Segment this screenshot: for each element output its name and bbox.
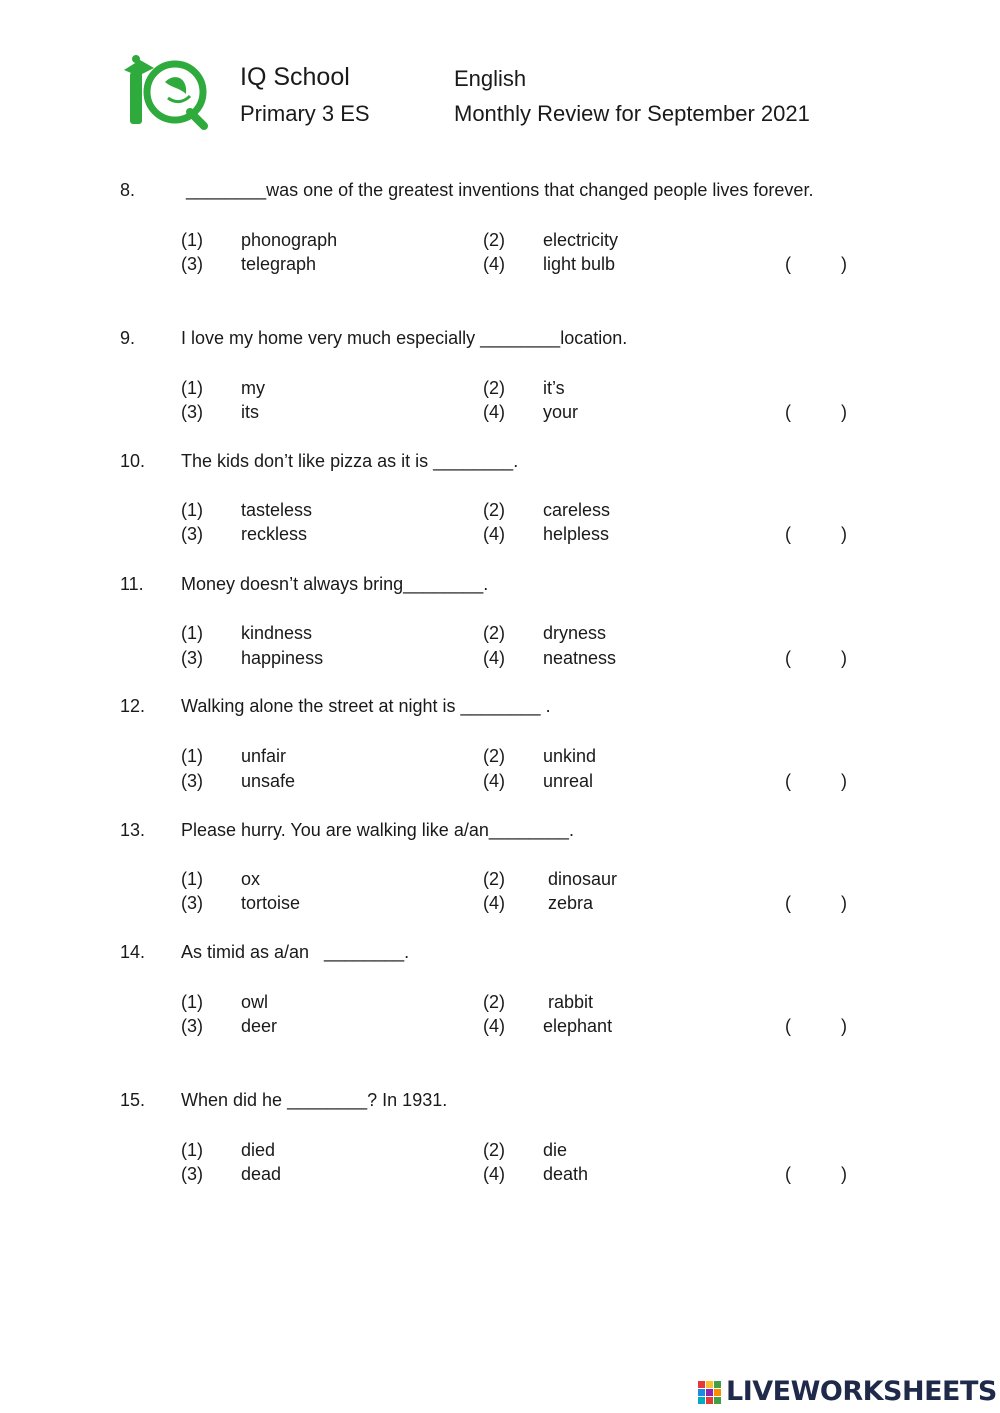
- question-stem: When did he ________? In 1931.: [181, 1090, 448, 1110]
- option-text: helpless: [543, 524, 610, 544]
- option-number: (4): [483, 1164, 505, 1184]
- option-text: your: [543, 402, 579, 422]
- answer-blank[interactable]: ( ): [785, 254, 847, 274]
- option-text: dinosaur: [543, 869, 618, 889]
- option-number: (3): [181, 402, 203, 422]
- option-number: (4): [483, 648, 505, 668]
- question-8: [0, 180, 1000, 300]
- question-number: 13.: [120, 820, 146, 840]
- option-number: (1): [181, 230, 203, 250]
- option-number: (2): [483, 623, 505, 643]
- option-text: my: [241, 378, 265, 398]
- question-number: 10.: [120, 451, 146, 471]
- option-number: (2): [483, 746, 505, 766]
- option-number: (3): [181, 771, 203, 791]
- question-stem: I love my home very much especially ________location.: [181, 328, 628, 348]
- answer-blank[interactable]: ( ): [785, 402, 847, 422]
- question-14: [0, 942, 1000, 1062]
- review-title: Monthly Review for September 2021: [454, 101, 810, 126]
- option-number: (1): [181, 869, 203, 889]
- question-10: [0, 451, 1000, 571]
- option-text: ox: [241, 869, 261, 889]
- option-text: dead: [241, 1164, 282, 1184]
- option-text: death: [543, 1164, 589, 1184]
- subject-label: English: [454, 66, 527, 91]
- option-number: (2): [483, 230, 505, 250]
- question-number: 12.: [120, 696, 146, 716]
- option-text: unkind: [543, 746, 597, 766]
- option-number: (3): [181, 1016, 203, 1036]
- question-13: [0, 820, 1000, 940]
- question-number: 9.: [120, 328, 136, 348]
- option-text: unreal: [543, 771, 594, 791]
- answer-blank[interactable]: ( ): [785, 524, 847, 544]
- option-number: (2): [483, 992, 505, 1012]
- option-number: (1): [181, 1140, 203, 1160]
- option-text: zebra: [543, 893, 594, 913]
- option-number: (3): [181, 648, 203, 668]
- option-text: tortoise: [241, 893, 301, 913]
- question-15: [0, 1090, 1000, 1210]
- question-stem: ________was one of the greatest inventions that changed people lives forever.: [181, 180, 814, 200]
- option-text: deer: [241, 1016, 278, 1036]
- option-text: tasteless: [241, 500, 313, 520]
- question-9: [0, 328, 1000, 448]
- answer-blank[interactable]: ( ): [785, 771, 847, 791]
- option-text: it’s: [543, 378, 565, 398]
- option-text: died: [241, 1140, 276, 1160]
- answer-blank[interactable]: ( ): [785, 648, 847, 668]
- iq-school-logo: [120, 54, 208, 132]
- liveworksheets-brand[interactable]: LIVEWORKSHEETS: [726, 1376, 997, 1407]
- option-number: (3): [181, 1164, 203, 1184]
- question-stem: As timid as a/an ________.: [181, 942, 410, 962]
- question-11: [0, 574, 1000, 694]
- option-number: (3): [181, 254, 203, 274]
- option-number: (4): [483, 524, 505, 544]
- option-number: (1): [181, 500, 203, 520]
- question-number: 14.: [120, 942, 146, 962]
- option-text: happiness: [241, 648, 324, 668]
- option-number: (4): [483, 771, 505, 791]
- option-number: (1): [181, 378, 203, 398]
- option-number: (2): [483, 500, 505, 520]
- option-text: owl: [241, 992, 269, 1012]
- liveworksheets-logo-icon: [698, 1381, 722, 1405]
- option-number: (4): [483, 893, 505, 913]
- option-number: (2): [483, 378, 505, 398]
- option-number: (3): [181, 893, 203, 913]
- option-number: (2): [483, 869, 505, 889]
- option-text: phonograph: [241, 230, 338, 250]
- option-number: (4): [483, 1016, 505, 1036]
- question-number: 8.: [120, 180, 136, 200]
- option-number: (1): [181, 746, 203, 766]
- option-text: electricity: [543, 230, 619, 250]
- option-number: (4): [483, 402, 505, 422]
- option-text: careless: [543, 500, 611, 520]
- option-number: (1): [181, 992, 203, 1012]
- option-number: (4): [483, 254, 505, 274]
- option-number: (3): [181, 524, 203, 544]
- option-text: die: [543, 1140, 568, 1160]
- grade-label: Primary 3 ES: [240, 101, 370, 126]
- answer-blank[interactable]: ( ): [785, 1016, 847, 1036]
- question-stem: Please hurry. You are walking like a/an________.: [181, 820, 574, 840]
- answer-blank[interactable]: ( ): [785, 893, 847, 913]
- option-text: neatness: [543, 648, 617, 668]
- option-number: (2): [483, 1140, 505, 1160]
- option-text: kindness: [241, 623, 313, 643]
- option-text: unsafe: [241, 771, 296, 791]
- option-number: (1): [181, 623, 203, 643]
- question-number: 15.: [120, 1090, 146, 1110]
- answer-blank[interactable]: ( ): [785, 1164, 847, 1184]
- question-stem: Money doesn’t always bring________.: [181, 574, 489, 594]
- question-stem: Walking alone the street at night is ________ .: [181, 696, 551, 716]
- option-text: unfair: [241, 746, 287, 766]
- option-text: elephant: [543, 1016, 613, 1036]
- question-12: [0, 696, 1000, 816]
- option-text: its: [241, 402, 259, 422]
- question-stem: The kids don’t like pizza as it is ________.: [181, 451, 519, 471]
- school-name: IQ School: [240, 63, 350, 91]
- option-text: light bulb: [543, 254, 616, 274]
- option-text: telegraph: [241, 254, 317, 274]
- option-text: reckless: [241, 524, 308, 544]
- option-text: rabbit: [543, 992, 594, 1012]
- question-number: 11.: [120, 574, 144, 594]
- option-text: dryness: [543, 623, 607, 643]
